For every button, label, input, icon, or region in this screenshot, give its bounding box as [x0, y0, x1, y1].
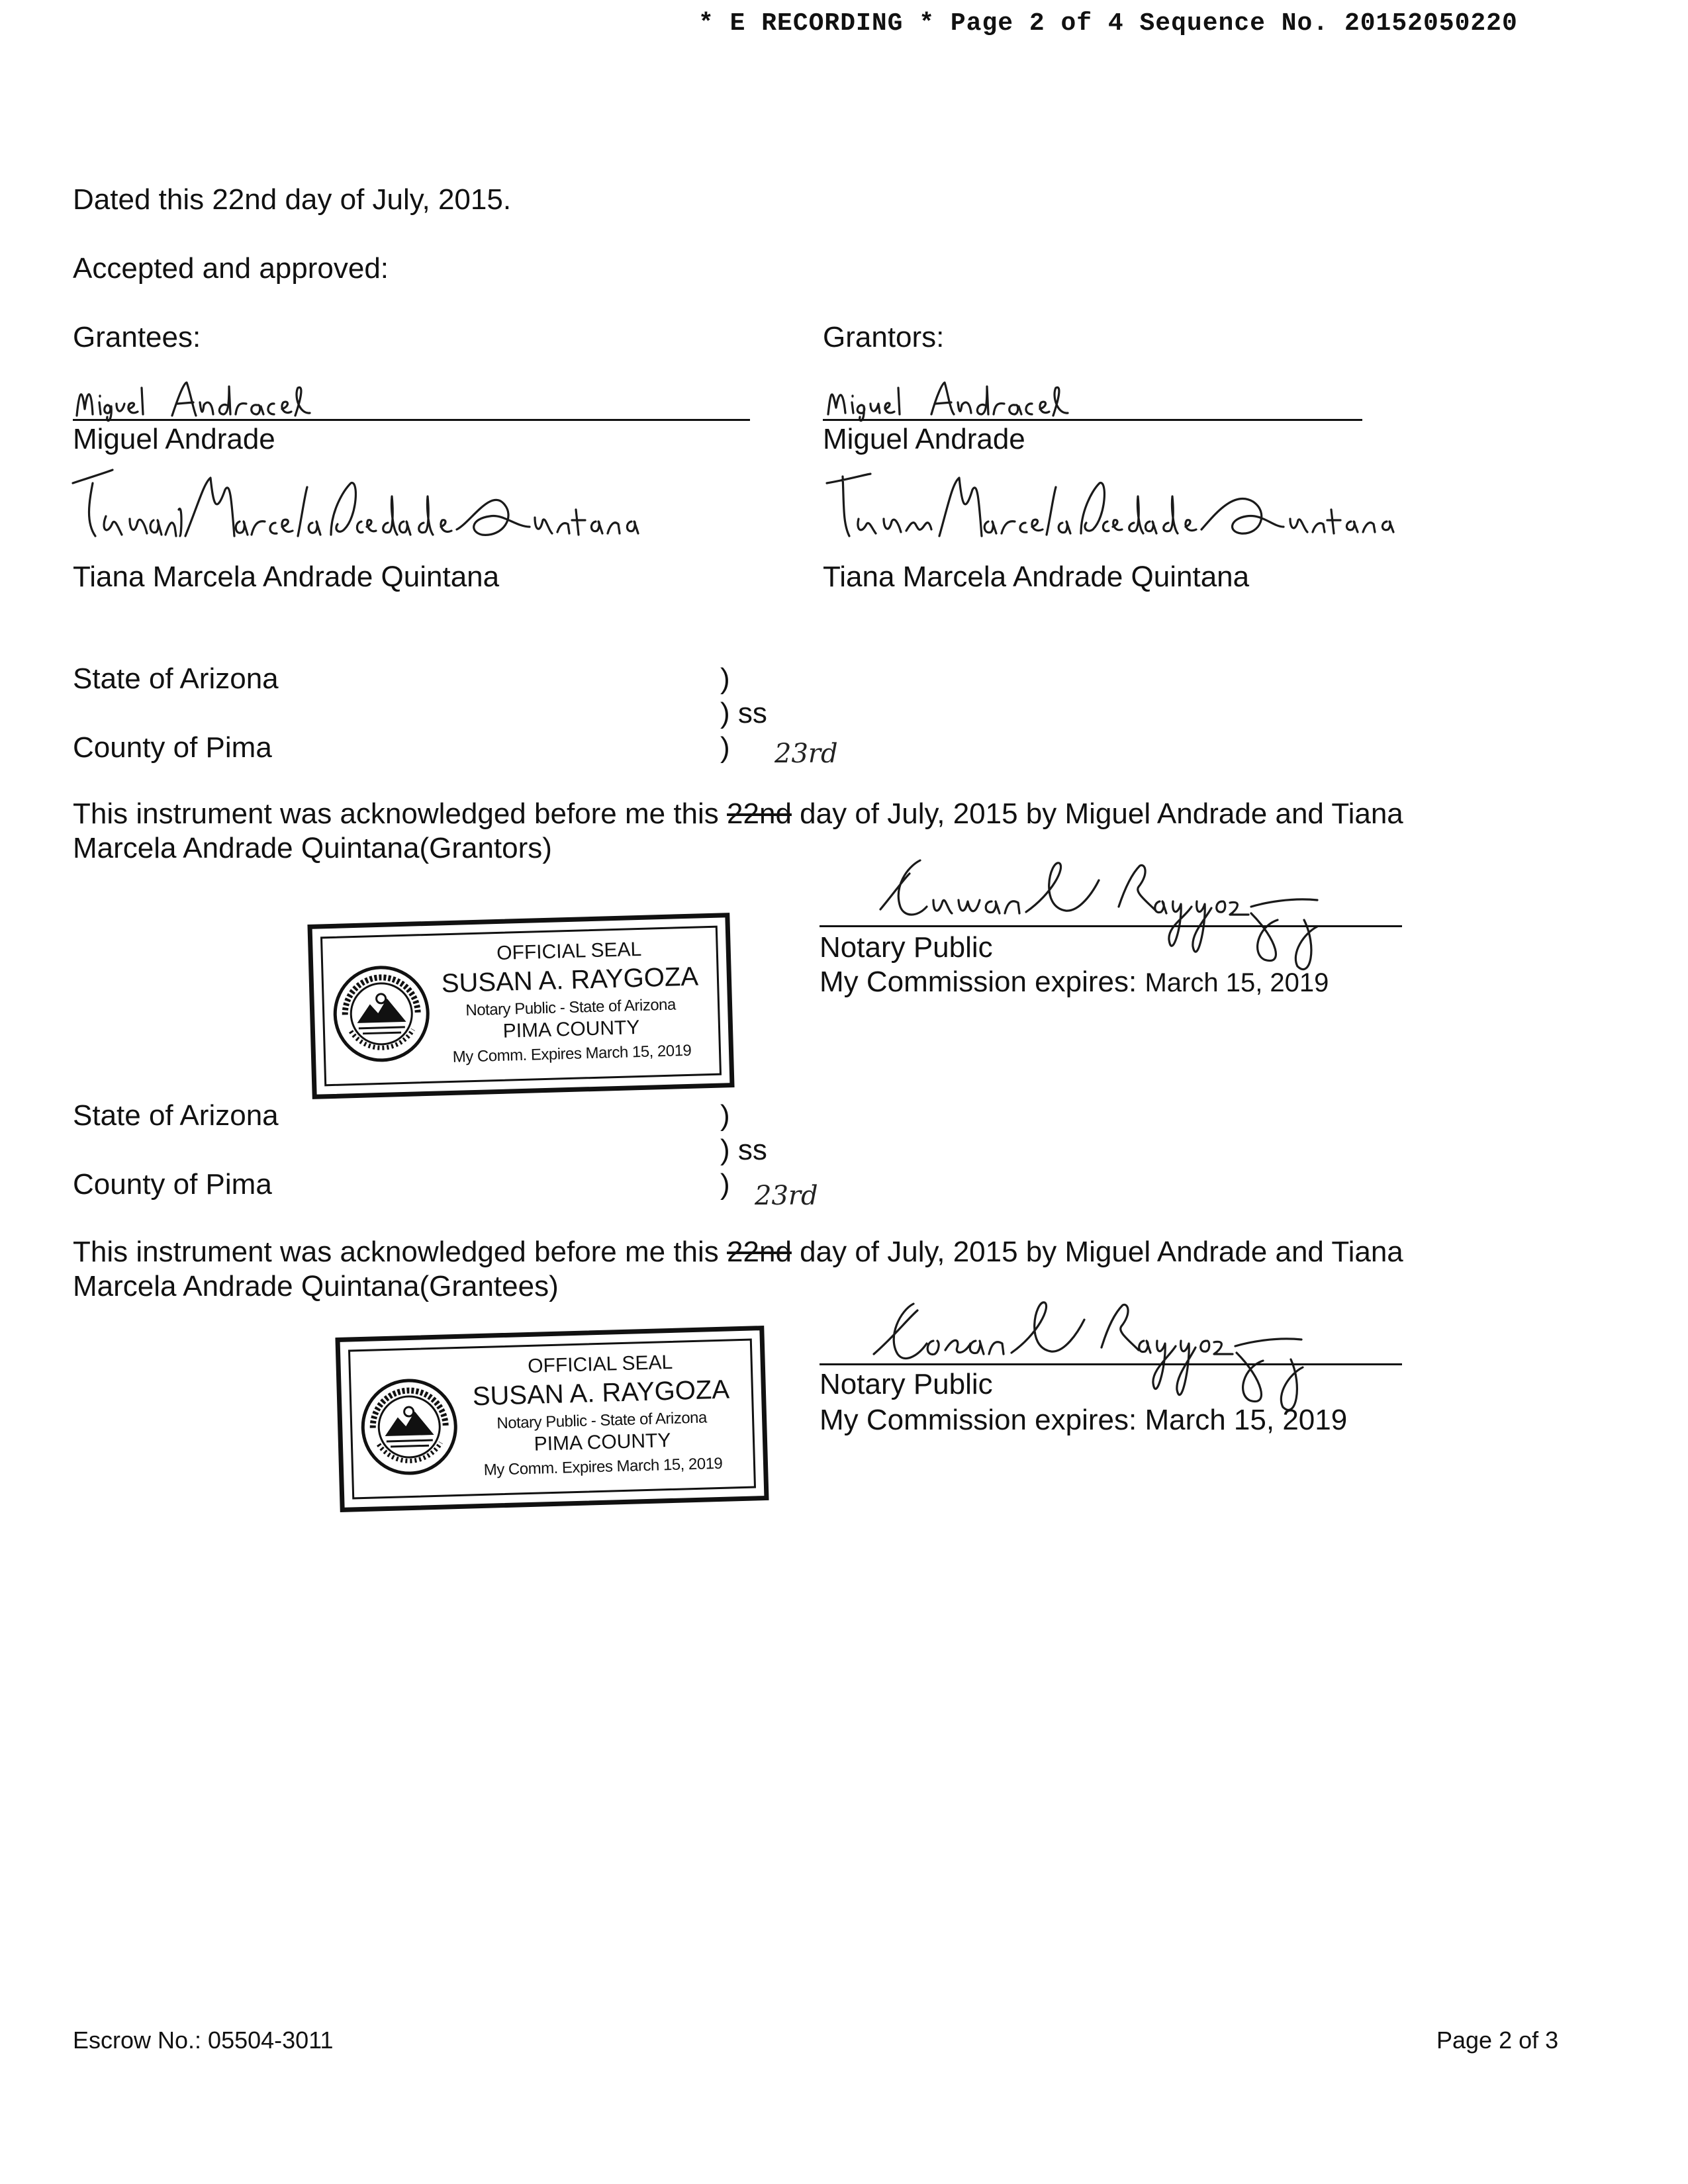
ack1-notary-label: Notary Public: [820, 931, 993, 964]
ack1-line1-pre: This instrument was acknowledged before me this: [73, 797, 719, 830]
ack2-line1: [73, 1235, 1403, 1269]
grantee-1-signature: [73, 376, 391, 424]
page-number: Page 2 of 3: [1436, 2026, 1559, 2054]
ack2-struck-date: 22nd: [727, 1236, 792, 1268]
ack1-paren-bottom: ): [720, 731, 730, 764]
ack2-notary-label: Notary Public: [820, 1368, 993, 1400]
ack1-county: County of Pima: [73, 731, 272, 764]
ack1-state: State of Arizona: [73, 662, 279, 695]
ack2-handwritten-date: 23rd: [755, 1181, 818, 1211]
grantee-2-signature: [66, 463, 781, 556]
ack2-commission: [820, 1403, 1347, 1437]
ack2-commission-date: March 15, 2019: [1145, 1404, 1348, 1436]
notary-seal-2: [335, 1326, 769, 1512]
ack2-state: State of Arizona: [73, 1099, 279, 1132]
seal-2-heading: OFFICIAL SEAL: [527, 1351, 673, 1377]
grantee-2-name: Tiana Marcela Andrade Quintana: [73, 561, 500, 593]
grantor-1-signature-line: [823, 419, 1362, 421]
grantor-1-signature: [823, 376, 1167, 424]
seal-2-county: PIMA COUNTY: [534, 1430, 671, 1455]
accepted-line: Accepted and approved:: [73, 252, 389, 285]
seal-2-title: Notary Public - State of Arizona: [496, 1408, 708, 1433]
escrow-number: Escrow No.: 05504-3011: [73, 2026, 334, 2054]
grantee-1-signature-line: [73, 419, 750, 421]
seal-1-title: Notary Public - State of Arizona: [465, 995, 677, 1020]
ack1-handwritten-date: 23rd: [774, 739, 838, 769]
ack2-ss: ) ss: [720, 1134, 767, 1166]
ack2-commission-label: My Commission expires:: [820, 1404, 1137, 1436]
seal-1-county: PIMA COUNTY: [502, 1017, 640, 1042]
ack1-commission: [820, 965, 1329, 1000]
dated-line: Dated this 22nd day of July, 2015.: [73, 183, 512, 216]
seal-1-expires: My Comm. Expires March 15, 2019: [452, 1041, 692, 1066]
seal-1-heading: OFFICIAL SEAL: [496, 938, 642, 964]
ack1-paren-top: ): [720, 662, 730, 695]
ack1-line2: Marcela Andrade Quintana(Grantors): [73, 832, 552, 864]
ack2-paren-top: ): [720, 1099, 730, 1132]
grantee-1-name: Miguel Andrade: [73, 423, 275, 455]
recording-header: * E RECORDING * Page 2 of 4 Sequence No. 20152050220: [698, 9, 1518, 38]
ack1-commission-label: My Commission expires:: [820, 966, 1137, 998]
grantor-2-signature: [823, 463, 1485, 556]
seal-2-expires: My Comm. Expires March 15, 2019: [483, 1454, 723, 1479]
ack2-line1-pre: This instrument was acknowledged before me this: [73, 1236, 719, 1268]
seal-2-name: SUSAN A. RAYGOZA: [472, 1375, 730, 1412]
grantors-label: Grantors:: [823, 321, 945, 353]
ack1-struck-date: 22nd: [727, 797, 792, 830]
seal-1-name: SUSAN A. RAYGOZA: [441, 962, 699, 999]
ack2-line2: Marcela Andrade Quintana(Grantees): [73, 1270, 559, 1302]
ack1-line1-post: day of July, 2015 by Miguel Andrade and Tiana: [800, 797, 1403, 830]
ack2-county: County of Pima: [73, 1168, 272, 1201]
notary-2-signature-line: [820, 1363, 1402, 1365]
grantees-label: Grantees:: [73, 321, 201, 353]
notary-seal-1: [307, 913, 734, 1099]
ack1-ss: ) ss: [720, 697, 767, 729]
grantor-2-name: Tiana Marcela Andrade Quintana: [823, 561, 1250, 593]
ack1-line1: [73, 797, 1403, 831]
ack1-commission-date: March 15, 2019: [1145, 968, 1329, 997]
ack2-line1-post: day of July, 2015 by Miguel Andrade and Tiana: [800, 1236, 1403, 1268]
notary-1-signature-line: [820, 925, 1402, 927]
ack2-paren-bottom: ): [720, 1168, 730, 1201]
grantor-1-name: Miguel Andrade: [823, 423, 1025, 455]
